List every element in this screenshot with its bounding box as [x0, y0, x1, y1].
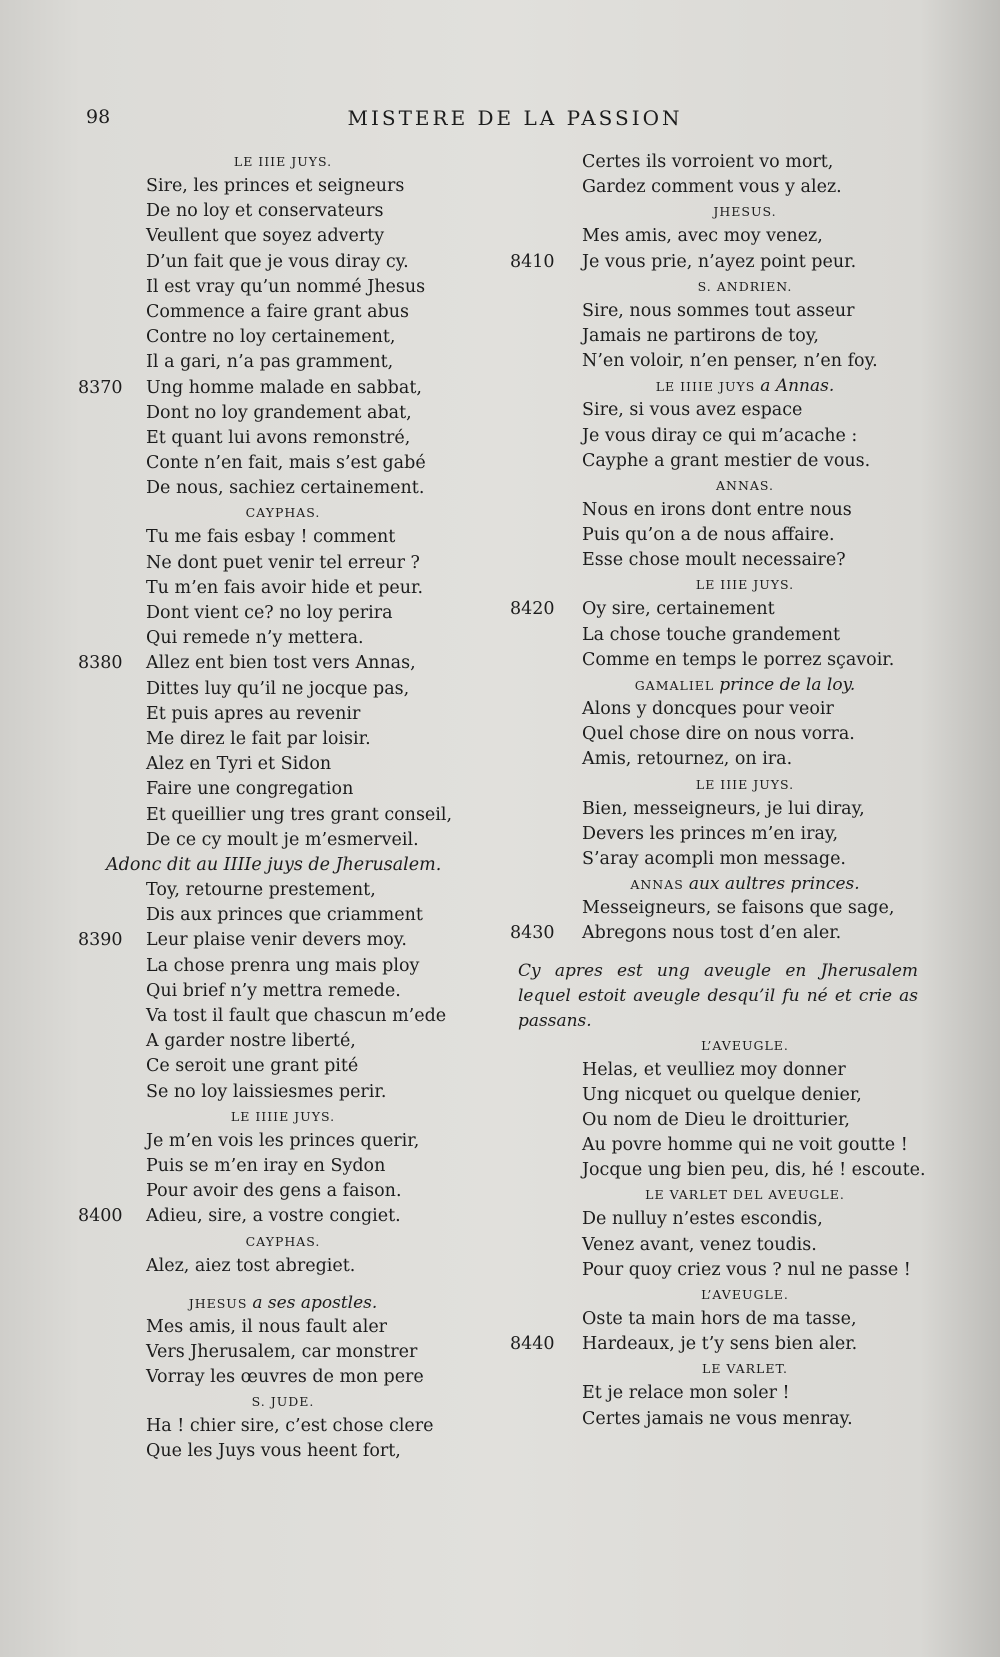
- verse-text: Toy, retourne prestement,: [146, 880, 376, 901]
- verse-text: Venez avant, venez toudis.: [582, 1234, 817, 1255]
- verse-line: [510, 498, 950, 523]
- verse-line: [510, 150, 950, 175]
- verse-line: [510, 250, 950, 275]
- verse-line: [78, 199, 458, 224]
- verse-line: [78, 1340, 458, 1365]
- verse-line: [78, 1315, 458, 1340]
- verse-text: Au povre homme qui ne voit goutte !: [582, 1135, 908, 1156]
- verse-line: [78, 677, 458, 702]
- verse-text: Me direz le fait par loisir.: [146, 728, 371, 749]
- verse-line: [510, 847, 950, 872]
- speaker-name: CAYPHAS.: [245, 505, 321, 521]
- verse-line: [78, 1080, 458, 1105]
- verse-line: [78, 576, 458, 601]
- verse-text: Se no loy laissiesmes perir.: [146, 1081, 387, 1102]
- speaker-heading: [510, 1034, 950, 1058]
- verse-line: [78, 954, 458, 979]
- verse-text: Certes jamais ne vous menray.: [582, 1408, 853, 1429]
- verse-line: [78, 224, 458, 249]
- verse-line: [78, 777, 458, 802]
- speaker-name: JHESUS.: [713, 204, 777, 220]
- verse-line: [78, 376, 458, 401]
- verse-text: Ou nom de Dieu le droitturier,: [582, 1109, 850, 1130]
- verse-text: Que les Juys vous heent fort,: [146, 1441, 401, 1462]
- verse-line: [78, 1154, 458, 1179]
- speaker-heading: [510, 773, 950, 797]
- verse-text: Ung homme malade en sabbat,: [146, 377, 422, 398]
- verse-line: [78, 601, 458, 626]
- verse-line: [78, 702, 458, 727]
- verse-line: [510, 1258, 950, 1283]
- verse-line: [78, 1414, 458, 1439]
- verse-text: Oste ta main hors de ma tasse,: [582, 1309, 857, 1329]
- verse-text: Et je relace mon soler !: [582, 1383, 790, 1404]
- verse-line: [78, 300, 458, 325]
- verse-text: Qui brief n’y mettra remede.: [146, 980, 401, 1001]
- verse-line: [510, 548, 950, 573]
- speaker-name: LE IIIIE JUYS.: [230, 1108, 336, 1124]
- verse-line: [78, 803, 458, 828]
- verse-text: Tu m’en fais avoir hide et peur.: [146, 577, 424, 598]
- line-number: 8390: [78, 930, 123, 951]
- verse-line: [78, 979, 458, 1004]
- line-number: 8380: [78, 653, 123, 674]
- verse-text: Dittes luy qu’il ne jocque pas,: [146, 678, 410, 699]
- verse-text: Mes amis, avec moy venez,: [582, 226, 823, 247]
- verse-text: Tu me fais esbay ! comment: [146, 527, 396, 548]
- verse-line: [78, 401, 458, 426]
- verse-line: [510, 1381, 950, 1406]
- speaker-name: L’AVEUGLE.: [701, 1287, 789, 1302]
- speaker-heading: [510, 275, 950, 299]
- verse-text: Alons y doncques pour veoir: [582, 699, 834, 719]
- page-number: 98: [86, 106, 111, 128]
- speaker-heading: [510, 673, 950, 697]
- line-number: 8440: [510, 1334, 555, 1355]
- verse-text: A garder nostre liberté,: [146, 1031, 356, 1052]
- verse-text: Et queillier ung tres grant conseil,: [146, 804, 453, 825]
- verse-text: Comme en temps le porrez sçavoir.: [582, 649, 895, 670]
- verse-text: La chose touche grandement: [582, 624, 841, 645]
- verse-text: S’aray acompli mon message.: [582, 848, 846, 869]
- verse-line: [510, 747, 950, 772]
- speaker-name: GAMALIEL: [634, 678, 715, 693]
- verse-text: Helas, et veulliez moy donner: [582, 1059, 846, 1080]
- verse-line: [78, 1054, 458, 1079]
- verse-line: [510, 175, 950, 200]
- verse-line: [78, 350, 458, 375]
- left-column: [78, 150, 458, 1465]
- verse-text: Abregons nous tost d’en aler.: [582, 923, 842, 944]
- speaker-name: ANNAS.: [715, 477, 775, 493]
- speaker-heading: [78, 1291, 458, 1315]
- verse-text: Pour avoir des gens a faison.: [146, 1181, 402, 1202]
- verse-line: [78, 828, 458, 853]
- verse-text: Sire, nous sommes tout asseur: [582, 300, 855, 321]
- verse-text: Nous en irons dont entre nous: [582, 499, 852, 520]
- verse-text: Ne dont puet venir tel erreur ?: [146, 552, 420, 573]
- speaker-heading: [510, 1283, 950, 1307]
- speaker-heading: [510, 474, 950, 498]
- verse-text: Allez ent bien tost vers Annas,: [146, 653, 416, 674]
- speaker-direction: a Annas.: [760, 376, 835, 397]
- speaker-name: LE IIIE JUYS.: [695, 776, 795, 792]
- verse-text: Pour quoy criez vous ? nul ne passe !: [582, 1259, 911, 1280]
- speaker-name: LE VARLET DEL AVEUGLE.: [645, 1187, 845, 1203]
- verse-line: [78, 275, 458, 300]
- speaker-name: CAYPHAS.: [245, 1233, 321, 1249]
- verse-text: Jamais ne partirons de toy,: [582, 325, 819, 346]
- verse-line: [78, 1365, 458, 1390]
- speaker-heading: [78, 1105, 458, 1129]
- verse-text: Commence a faire grant abus: [146, 301, 410, 322]
- speaker-heading: [510, 374, 950, 398]
- verse-line: [78, 476, 458, 501]
- line-number: 8400: [78, 1206, 123, 1227]
- verse-line: [510, 1207, 950, 1232]
- verse-line: [510, 324, 950, 349]
- verse-line: [510, 648, 950, 673]
- verse-text: Vers Jherusalem, car monstrer: [146, 1341, 418, 1362]
- verse-line: [78, 1254, 458, 1279]
- verse-text: Je vous diray ce qui m’acache :: [582, 425, 858, 446]
- verse-text: Leur plaise venir devers moy.: [146, 930, 407, 951]
- verse-text: Certes ils vorroient vo mort,: [582, 152, 834, 172]
- speaker-heading: [78, 501, 458, 525]
- line-number: 8420: [510, 599, 555, 620]
- verse-text: Sire, les princes et seigneurs: [146, 176, 405, 196]
- verse-line: [510, 523, 950, 548]
- verse-line: [78, 1179, 458, 1204]
- speaker-heading: [78, 150, 458, 174]
- speaker-heading: [510, 573, 950, 597]
- verse-line: [510, 224, 950, 249]
- spacer: [510, 947, 950, 959]
- verse-text: De ce cy moult je m’esmerveil.: [146, 829, 419, 850]
- verse-text: Dont no loy grandement abat,: [146, 402, 412, 423]
- verse-text: Je vous prie, n’ayez point peur.: [582, 251, 857, 272]
- speaker-heading: [510, 1357, 950, 1381]
- right-column: [510, 150, 950, 1432]
- verse-text: Contre no loy certainement,: [146, 327, 396, 348]
- speaker-heading: [510, 1183, 950, 1207]
- verse-line: [510, 424, 950, 449]
- speaker-name: LE VARLET.: [702, 1361, 788, 1377]
- verse-line: [510, 1108, 950, 1133]
- verse-line: [78, 1129, 458, 1154]
- verse-line: [78, 727, 458, 752]
- verse-line: [510, 398, 950, 423]
- verse-line: [78, 451, 458, 476]
- verse-text: Jocque ung bien peu, dis, hé ! escoute.: [582, 1160, 926, 1181]
- verse-line: [78, 250, 458, 275]
- verse-text: Ce seroit une grant pité: [146, 1056, 359, 1077]
- verse-text: Dont vient ce? no loy perira: [146, 603, 393, 623]
- verse-text: Adieu, sire, a vostre congiet.: [146, 1206, 401, 1227]
- verse-line: [510, 697, 950, 722]
- speaker-heading: [78, 1230, 458, 1254]
- stage-direction-paragraph: Cy apres est ung aveugle en Jherusalem lequel estoit aveugle desqu’il fu né et crie as passans.: [518, 960, 918, 1031]
- verse-line: [510, 921, 950, 946]
- verse-text: La chose prenra ung mais ploy: [146, 955, 420, 976]
- verse-line: [510, 623, 950, 648]
- verse-text: Qui remede n’y mettera.: [146, 628, 364, 649]
- speaker-heading: [510, 200, 950, 224]
- verse-line: [78, 878, 458, 903]
- verse-text: Sire, si vous avez espace: [582, 400, 803, 421]
- verse-line: [510, 1133, 950, 1158]
- verse-text: Oy sire, certainement: [582, 599, 775, 620]
- verse-line: [78, 174, 458, 199]
- verse-line: [510, 896, 950, 921]
- speaker-name: S. JUDE.: [251, 1394, 315, 1410]
- speaker-heading: [78, 1390, 458, 1414]
- line-number: 8370: [78, 377, 123, 398]
- verse-line: [78, 651, 458, 676]
- verse-text: Et puis apres au revenir: [146, 703, 361, 724]
- line-number: 8410: [510, 251, 555, 272]
- verse-text: Mes amis, il nous fault aler: [146, 1316, 388, 1337]
- verse-line: [510, 449, 950, 474]
- verse-line: [78, 1029, 458, 1054]
- verse-text: D’un fait que je vous diray cy.: [146, 251, 409, 272]
- verse-text: Il a gari, n’a pas gramment,: [146, 352, 394, 373]
- speaker-direction: prince de la loy.: [719, 675, 856, 695]
- verse-line: [510, 1407, 950, 1432]
- verse-line: [510, 349, 950, 374]
- line-number: 8430: [510, 923, 555, 944]
- speaker-name: LE IIIIE JUYS: [655, 379, 756, 395]
- verse-text: Puis qu’on a de nous affaire.: [582, 525, 835, 546]
- verse-text: Alez en Tyri et Sidon: [146, 754, 332, 775]
- verse-line: [78, 325, 458, 350]
- verse-text: Veullent que soyez adverty: [146, 226, 385, 247]
- running-title: MISTERE DE LA PASSION: [347, 106, 683, 130]
- speaker-name: S. ANDRIEN.: [697, 278, 793, 294]
- speaker-heading: [510, 872, 950, 896]
- verse-text: Quel chose dire on nous vorra.: [582, 724, 855, 745]
- verse-text: Amis, retournez, on ira.: [582, 749, 793, 770]
- verse-text: Puis se m’en iray en Sydon: [146, 1155, 386, 1176]
- verse-line: [78, 903, 458, 928]
- verse-text: Gardez comment vous y alez.: [582, 177, 842, 198]
- speaker-name: LE IIIE JUYS.: [695, 577, 795, 593]
- verse-line: [510, 299, 950, 324]
- spacer: [78, 1279, 458, 1291]
- verse-text: Dis aux princes que criamment: [146, 905, 423, 926]
- verse-text: Hardeaux, je t’y sens bien aler.: [582, 1334, 858, 1355]
- speaker-direction: a ses apostles.: [252, 1292, 378, 1313]
- stage-direction: Adonc dit au IIIIe juys de Jherusalem.: [106, 854, 442, 875]
- verse-line: [510, 822, 950, 847]
- verse-text: Il est vray qu’un nommé Jhesus: [146, 276, 426, 297]
- verse-text: Et quant lui avons remonstré,: [146, 427, 411, 448]
- verse-text: Alez, aiez tost abregiet.: [146, 1255, 356, 1276]
- verse-line: [78, 426, 458, 451]
- verse-text: Cayphe a grant mestier de vous.: [582, 450, 871, 471]
- verse-text: De nous, sachiez certainement.: [146, 478, 425, 499]
- verse-line: [78, 1004, 458, 1029]
- verse-text: Conte n’en fait, mais s’est gabé: [146, 453, 426, 474]
- verse-text: Va tost il fault que chascun m’ede: [146, 1006, 447, 1026]
- speaker-direction: aux aultres princes.: [688, 874, 860, 895]
- verse-text: Ha ! chier sire, c’est chose clere: [146, 1416, 434, 1437]
- verse-line: [510, 797, 950, 822]
- verse-text: De no loy et conservateurs: [146, 201, 384, 222]
- verse-line: [510, 1083, 950, 1108]
- verse-line: [78, 626, 458, 651]
- verse-line: [78, 928, 458, 953]
- verse-line: [510, 1307, 950, 1332]
- verse-line: [78, 1204, 458, 1229]
- verse-text: Esse chose moult necessaire?: [582, 550, 846, 571]
- verse-line: [78, 551, 458, 576]
- verse-line: [78, 1439, 458, 1464]
- verse-text: Bien, messeigneurs, je lui diray,: [582, 798, 865, 819]
- verse-text: Devers les princes m’en iray,: [582, 823, 839, 844]
- verse-line: [510, 1233, 950, 1258]
- verse-text: Je m’en vois les princes querir,: [146, 1130, 420, 1151]
- verse-text: Faire une congregation: [146, 779, 354, 800]
- verse-line: [510, 1158, 950, 1183]
- verse-line: [510, 1332, 950, 1357]
- speaker-name: ANNAS: [630, 877, 684, 893]
- speaker-name: JHESUS: [188, 1295, 248, 1311]
- verse-line: [510, 597, 950, 622]
- verse-text: Messeigneurs, se faisons que sage,: [582, 898, 895, 919]
- verse-text: N’en voloir, n’en penser, n’en foy.: [582, 351, 878, 372]
- speaker-name: LE IIIE JUYS.: [233, 154, 333, 169]
- verse-line: [78, 752, 458, 777]
- verse-line: [510, 722, 950, 747]
- verse-line: [78, 525, 458, 550]
- speaker-name: L’AVEUGLE.: [701, 1037, 789, 1053]
- verse-text: Vorray les œuvres de mon pere: [146, 1367, 424, 1388]
- verse-line: [510, 1058, 950, 1083]
- verse-text: De nulluy n’estes escondis,: [582, 1209, 823, 1230]
- verse-text: Ung nicquet ou quelque denier,: [582, 1084, 862, 1105]
